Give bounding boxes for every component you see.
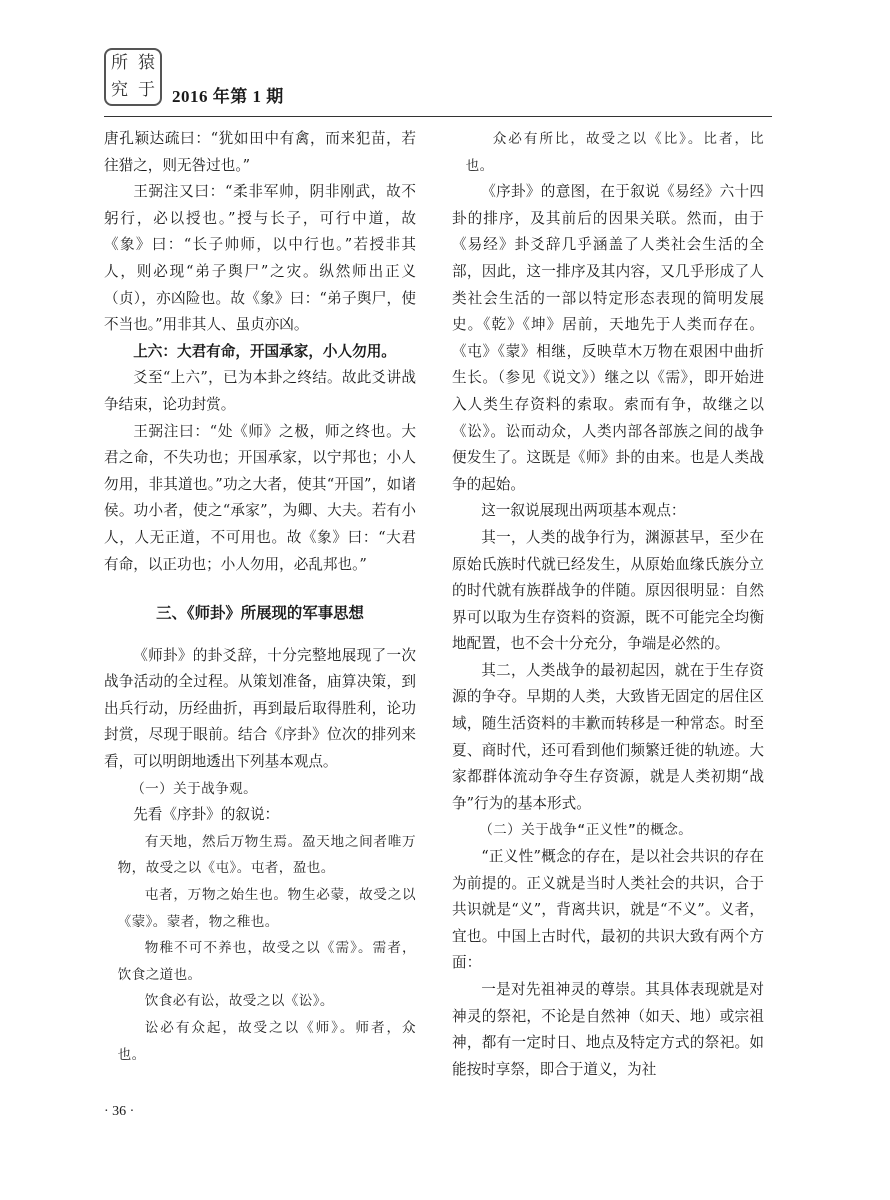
paragraph: 唐孔颖达疏曰：“犹如田中有禽，而来犯苗，若往猎之，则无咎过也。” <box>104 130 416 174</box>
paragraph: 《师卦》的卦爻辞，十分完整地展现了一次战争活动的全过程。从策划准备，庙算决策，到出兵行动，历经曲折，再到最后取得胜利，论功封赏，尽现于眼前。结合《序卦》位次的排列来看，可以明朗地透出下列基本观点。 <box>104 646 416 771</box>
paragraph: 王弼注又曰：“柔非军帅，阴非刚武，故不躬行，必以授也。”授与长子，可行中道，故《象》曰：“长子帅师，以中行也。”若授非其人，则必现“弟子舆尸”之灾。纵然师出正义（贞），亦凶险也。故《象》曰：“弟子舆尸，使不当也。”用非其人、虽贞亦凶。 <box>104 183 416 334</box>
block-quote: 物稚不可不养也，故受之以《需》。需者，饮食之道也。 <box>117 940 416 983</box>
block-quote: 屯者，万物之始生也。物生必蒙，故受之以《蒙》。蒙者，物之稚也。 <box>117 887 416 930</box>
paragraph: 《序卦》的意图，在于叙说《易经》六十四卦的排序，及其前后的因果关联。然而，由于《易经》卦爻辞几乎涵盖了人类社会生活的全部，因此，这一排序及其内容，又几乎形成了人类社会生活的一部以特定形态表现的简明发展史。《乾》《坤》居前，天地先于人类而存在。《屯》《蒙》相继，反映草木万物在艰困中曲折生长。（参见《说文》）继之以《需》，即开始进入人类生存资料的索取。索而有争，故继之以《讼》。讼而动众，人类内部各部族之间的战争便发生了。这既是《师》卦的由来。也是人类战争的起始。 <box>452 183 764 493</box>
subsection-heading: （一）关于战争观。 <box>131 780 258 797</box>
block-quote: 饮食必有讼，故受之以《讼》。 <box>144 993 334 1010</box>
logo-char: 猿 <box>138 53 155 73</box>
logo-char: 所 <box>111 53 128 73</box>
hexagram-line-text: 上六：大君有命，开国承家，小人勿用。 <box>133 342 396 360</box>
journal-header <box>104 48 772 116</box>
paragraph: 这一叙说展现出两项基本观点： <box>481 502 686 520</box>
logo-char: 于 <box>138 80 155 100</box>
left-column <box>104 126 416 1068</box>
block-quote: 有天地，然后万物生焉。盈天地之间者唯万物，故受之以《屯》。屯者，盈也。 <box>117 833 416 877</box>
journal-logo <box>104 48 162 106</box>
section-heading: 三、《师卦》所展现的军事思想 <box>156 604 364 623</box>
logo-char: 究 <box>111 80 128 100</box>
paragraph: 爻至“上六”，已为本卦之终结。故此爻讲战争结束，论功封赏。 <box>104 369 416 413</box>
paragraph: 一是对先祖神灵的尊崇。其具体表现就是对神灵的祭祀，不论是自然神（如天、地）或宗祖神，都有一定时日、地点及特定方式的祭祀。如能按时享祭，即合于道义，为社 <box>452 981 764 1078</box>
subsection-heading: （二）关于战争“正义性”的概念。 <box>479 822 693 839</box>
right-column <box>452 126 764 1083</box>
paragraph: 其二，人类战争的最初起因，就在于生存资源的争夺。早期的人类，大致皆无固定的居住区域，随生活资料的丰歉而转移是一种常态。时至夏、商时代，还可看到他们频繁迁徙的轨迹。大家都群体流动争夺生存资源，就是人类初期“战争”行为的基本形式。 <box>452 661 764 812</box>
header-rule <box>104 116 772 117</box>
paragraph: 王弼注曰：“处《师》之极，师之终也。大君之命，不失功也；开国承家，以宁邦也；小人勿用，非其道也。”功之大者，使其“开国”，如诸侯。功小者，使之“承家”，为卿、大夫。若有小人，人无正道，不可用也。故《象》曰：“大君有命，以正功也；小人勿用，必乱邦也。” <box>104 422 416 573</box>
block-quote: 讼必有众起，故受之以《师》。师者，众也。 <box>117 1020 416 1063</box>
block-quote: 众必有所比，故受之以《比》。比者，比也。 <box>465 131 764 174</box>
paragraph: 先看《序卦》的叙说： <box>133 806 280 824</box>
paragraph: “正义性”概念的存在，是以社会共识的存在为前提的。正义就是当时人类社会的共识，合于共识就是“义”，背离共识，就是“不义”。义者，宜也。中国上古时代，最初的共识大致有两个方面： <box>452 848 764 972</box>
paragraph: 其一，人类的战争行为，渊源甚早，至少在原始氏族时代就已经发生，从原始血缘氏族分立的时代就有族群战争的伴随。原因很明显：自然界可以取为生存资料的资源，既不可能完全均衡地配置，也不会十分充分，争端是必然的。 <box>452 528 764 653</box>
page-number: · 36 · <box>104 1104 135 1119</box>
issue-label: 2016 年第 1 期 <box>172 87 284 106</box>
